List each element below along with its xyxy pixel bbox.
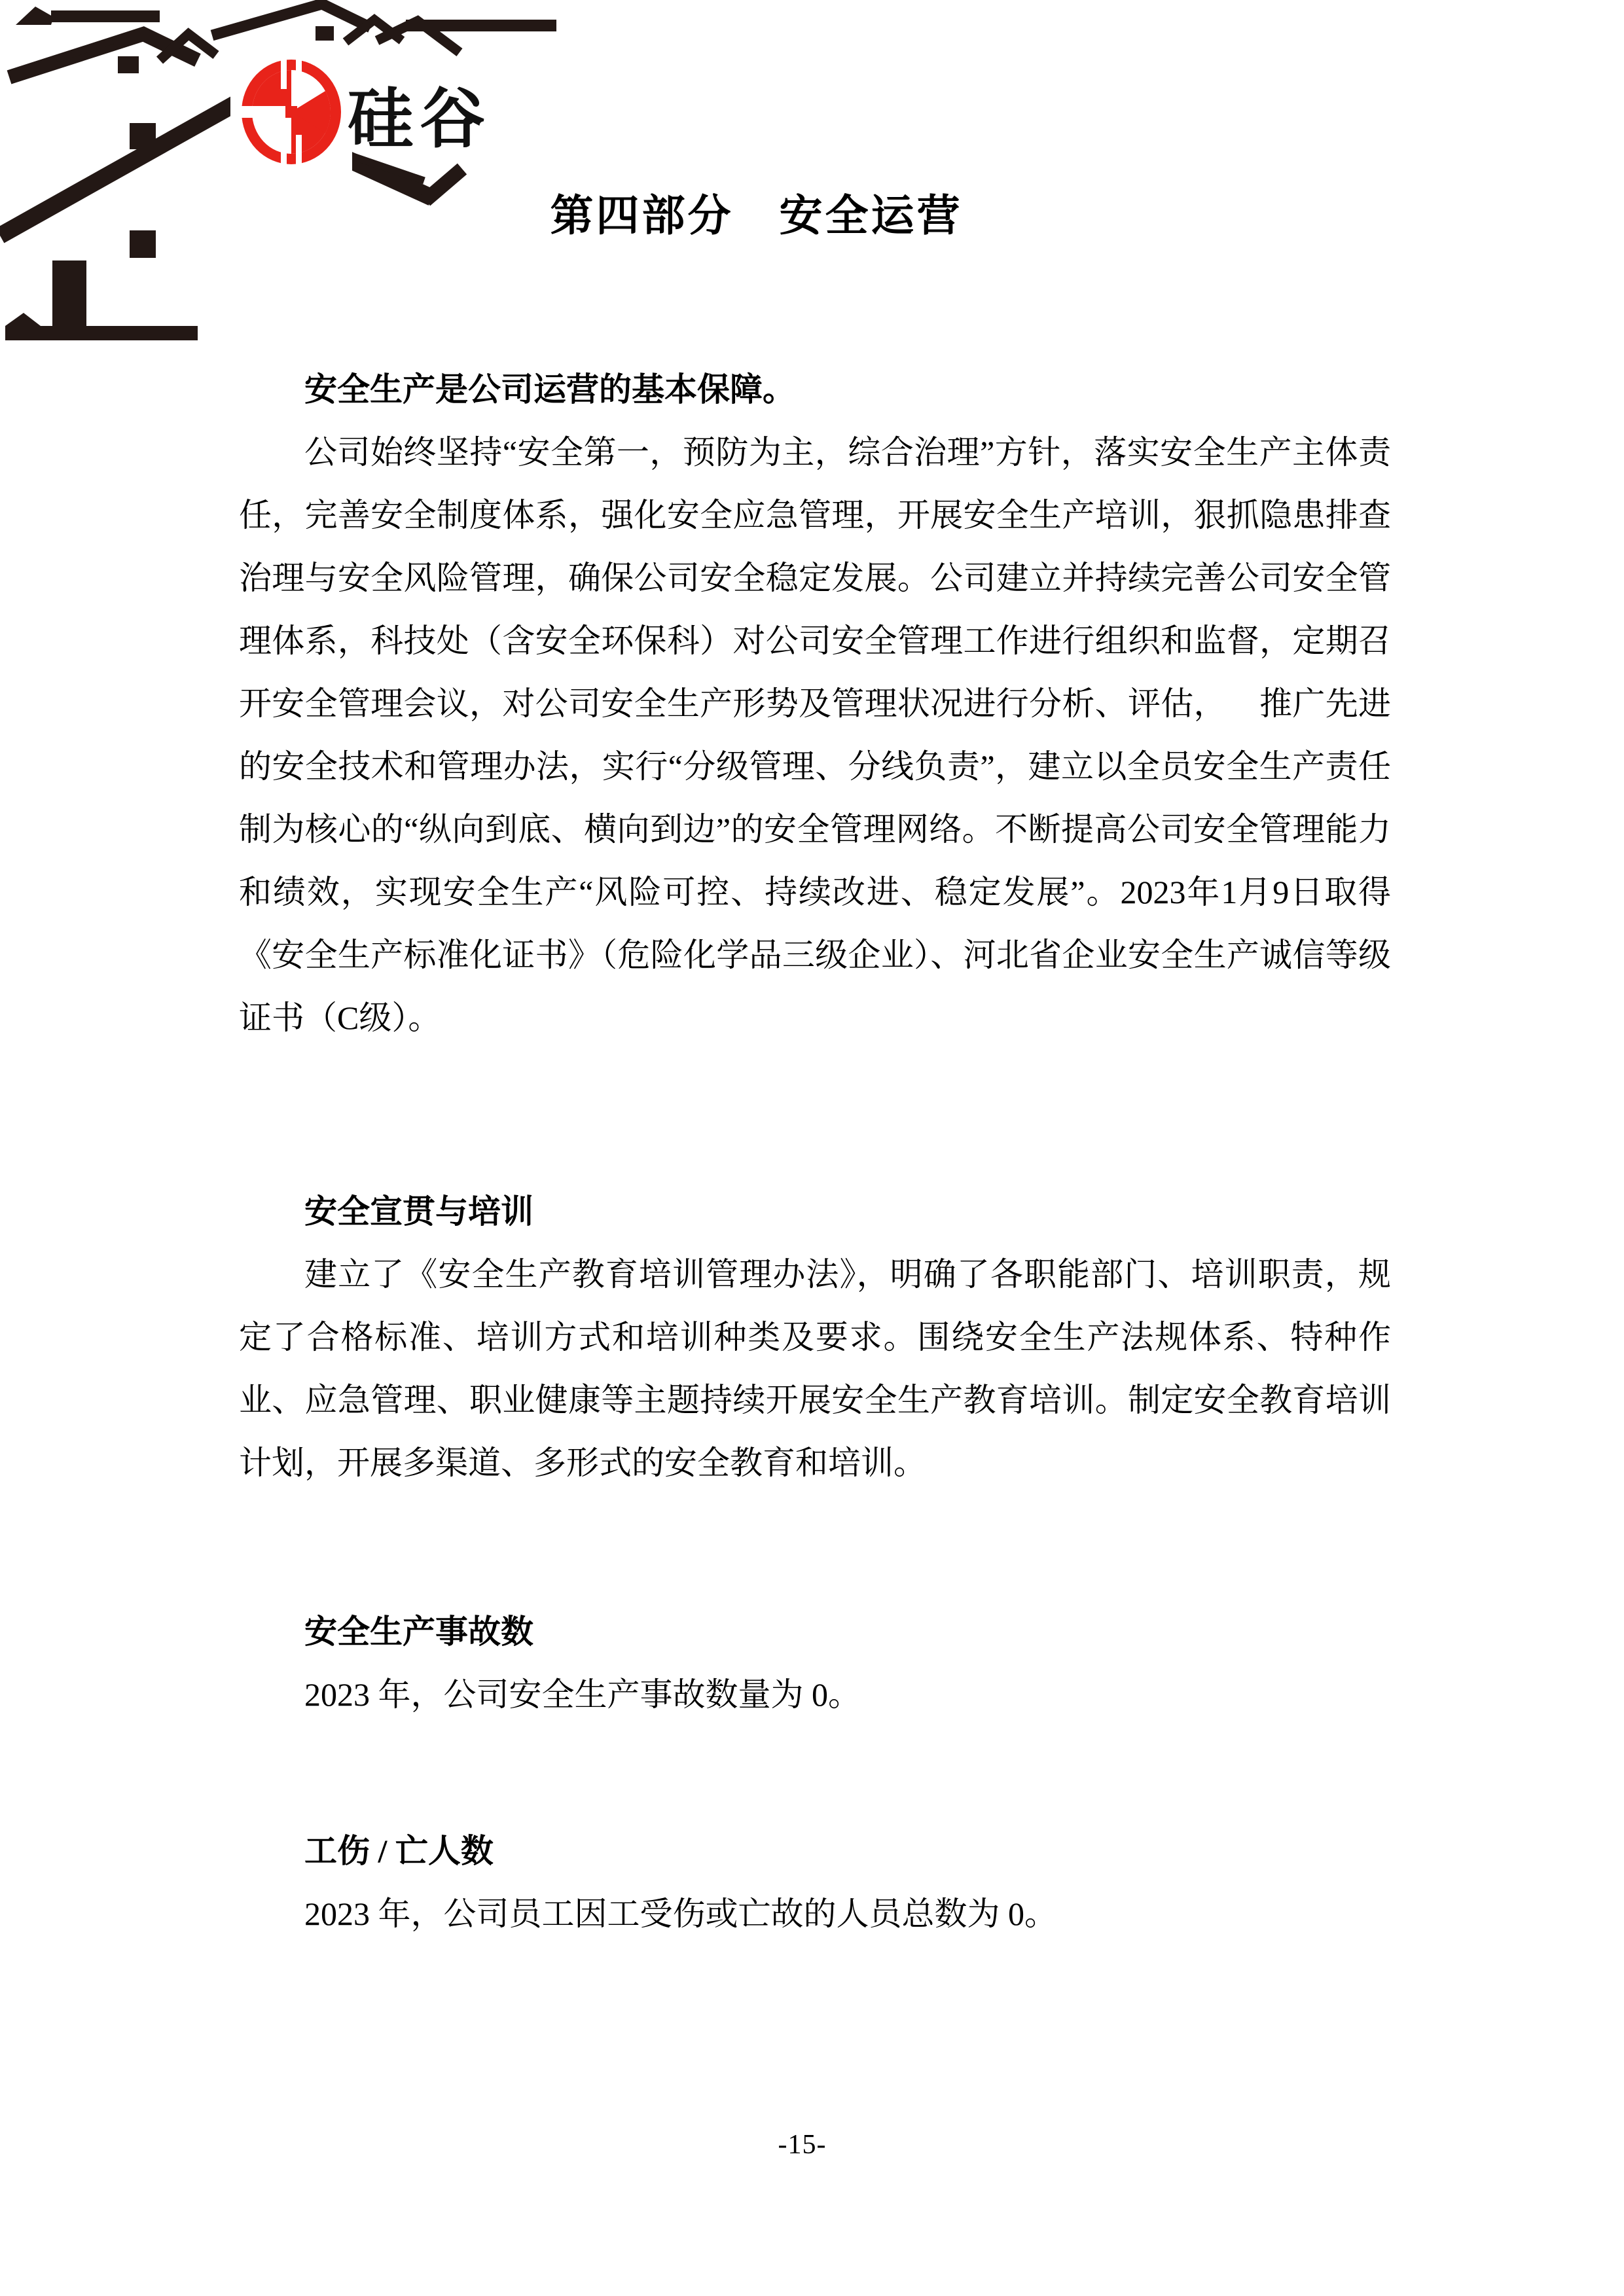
section-heading: 安全生产是公司运营的基本保障。 [304, 371, 795, 408]
section-accident-count [239, 1600, 1391, 1726]
section-injury-count [239, 1820, 1391, 1945]
section-heading: 安全宣贯与培训 [304, 1193, 533, 1230]
section-paragraph: 建立了《安全生产教育培训管理办法》，明确了各职能部门、培训职责，规定了合格标准、培训方式和培训种类及要求。围绕安全生产法规体系、特种作业、应急管理、职业健康等主题持续开展安全生产教育培训。制定安全教育培训计划，开展多渠道、多形式的安全教育和培训。 [239, 1256, 1391, 1481]
page-title: 第四部分 安全运营 [550, 191, 963, 240]
section-safety-foundation [239, 358, 1391, 1049]
section-heading: 安全生产事故数 [304, 1613, 533, 1650]
page-number: -15- [778, 2130, 827, 2160]
logo-brand-text: 硅谷 [348, 82, 492, 156]
section-heading: 工伤 / 亡人数 [304, 1833, 494, 1869]
section-paragraph: 2023 年，公司员工因工受伤或亡故的人员总数为 0。 [304, 1895, 1057, 1932]
document-body [239, 358, 1391, 1945]
section-paragraph: 公司始终坚持“安全第一，预防为主，综合治理”方针，落实安全生产主体责任，完善安全制度体系，强化安全应急管理，开展安全生产培训，狠抓隐患排查治理与安全风险管理，确保公司安全稳定发展。公司建立并持续完善公司安全管理体系，科技处（含安全环保科）对公司安全管理工作进行组织和监督，定期召开安全管理会议，对公司安全生产形势及管理状况进行分析、评估， 推广先进的安全技术和管理办法，实行“分级管理、分线负责”，建立以全员安全生产责任制为核心的“纵向到底、横向到边”的安全管理网络。不断提高公司安全管理能力和绩效，实现安全生产“风险可控、持续改进、稳定发展”。2023年1月9日取得《安全生产标准化证书》（危险化学品三级企业）、河北省企业安全生产诚信等级证书（C级）。 [239, 434, 1391, 1036]
section-paragraph: 2023 年，公司安全生产事故数量为 0。 [304, 1676, 861, 1713]
section-safety-training [239, 1180, 1391, 1494]
